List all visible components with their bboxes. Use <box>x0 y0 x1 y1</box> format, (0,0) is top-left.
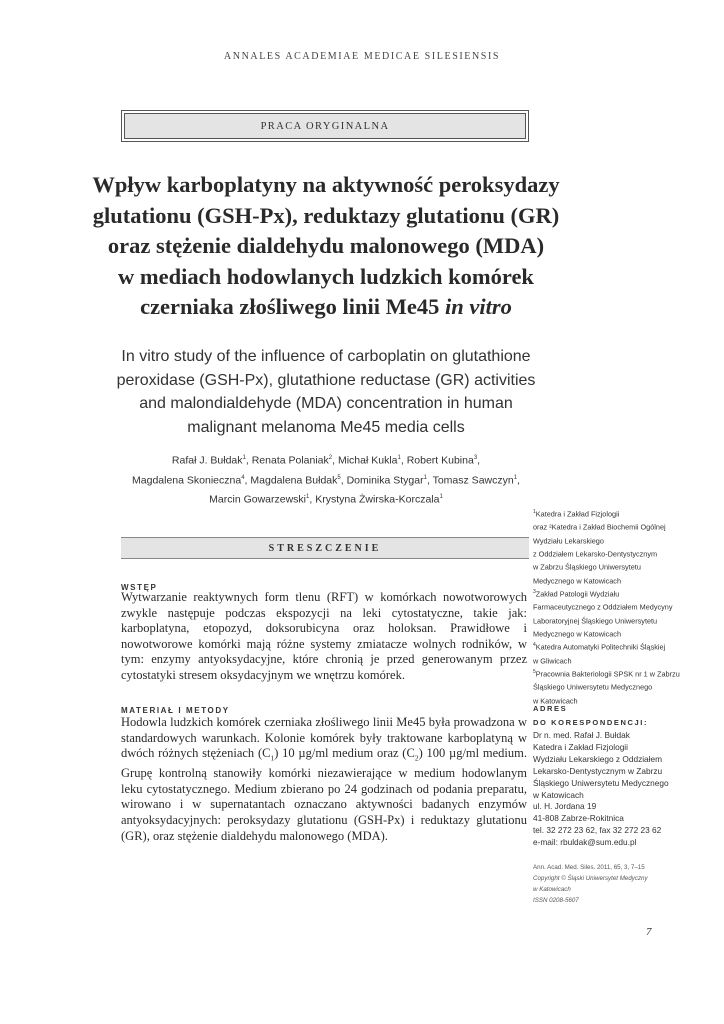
author-affiliation-mark: 1 <box>439 494 443 500</box>
author-name: Krystyna Żwirska-Korczala <box>315 493 440 506</box>
affiliation-line <box>533 587 693 600</box>
affiliations <box>533 507 693 707</box>
address-line: Katedra i Zakład Fizjologii <box>533 741 628 752</box>
affiliation-mark: 1 <box>533 509 536 515</box>
title-polish <box>90 170 562 323</box>
affiliation-line <box>533 600 693 613</box>
author-affiliation-mark: 4 <box>241 474 245 481</box>
author-affiliation-mark: 1 <box>242 455 246 461</box>
section-heading-introduction: WSTĘP <box>121 583 158 592</box>
title-en-line: malignant melanoma Me45 media cells <box>187 418 465 436</box>
affiliation-text: w Gliwicach <box>533 656 572 666</box>
affiliation-text: oraz ²Katedra i Zakład Biochemii Ogólnej <box>533 522 666 532</box>
author-affiliation-mark: 1 <box>306 494 310 500</box>
affiliation-line <box>533 574 693 587</box>
affiliation-mark: 3 <box>533 588 536 595</box>
title-en-line: and malondialdehyde (MDA) concentration in human <box>139 395 513 412</box>
author-separator: , <box>477 454 481 467</box>
journal-name: ANNALES ACADEMIAE MEDICAE SILESIENSIS <box>223 51 501 62</box>
title-pl-line-main: czerniaka złośliwego linii Me45 <box>140 294 446 319</box>
affiliation-line <box>533 640 693 653</box>
author-line <box>110 489 542 509</box>
author-list <box>110 450 542 509</box>
section-body-introduction: Wytwarzanie reaktywnych form tlenu (RFT) w komórkach nowotworowych zwykle następuje podczas ekspozycji na leki cytostatyczne, takie jak: karboplatyna, etopozyd, doksorubicyna oraz holoksan. Prawidłowe i nowotworowe komórki mają różne systemy zmiatacze wolnych rodników, w tym: enzymy antyoksydacyjne, które chronią je przed generowanym przez cytostatyki stresem oksydacyjnym we wnętrzu komórek. <box>121 590 527 682</box>
author-separator: , <box>309 493 316 506</box>
author-name: Tomasz Sawczyn <box>432 474 514 486</box>
affiliation-line <box>533 547 693 560</box>
methods-text-part: Hodowla ludzkich komórek czerniaka złośliwego linii Me45 była prowadzona w standardowych warunkach. Kolonie komórek były traktowane karboplatyną w dwóch różnych stężeniach (C <box>121 715 527 761</box>
correspondence-heading <box>533 702 648 730</box>
author-affiliation-mark: 1 <box>397 455 401 461</box>
affiliation-mark: 5 <box>533 668 536 675</box>
author-separator: , <box>332 454 338 467</box>
title-en-line: In vitro study of the influence of carboplatin on glutathione <box>121 348 531 365</box>
section-heading-methods: MATERIAŁ I METODY <box>121 706 230 715</box>
affiliation-text: Wydziału Lekarskiego <box>533 536 604 546</box>
address-line: 41-808 Zabrze-Rokitnica <box>533 813 624 824</box>
affiliation-text: Katedra Automatyki Politechniki Śląskiej <box>535 642 666 652</box>
correspondence-heading-line: DO KORESPONDENCJI: <box>533 718 649 727</box>
author-separator: , <box>340 474 347 486</box>
author-separator: , <box>517 474 520 486</box>
author-line <box>110 450 542 470</box>
affiliation-text: Śląskiego Uniwersytetu Medycznego <box>533 682 653 692</box>
affiliation-text: Medycznego w Katowicach <box>533 629 622 639</box>
section-body-methods <box>121 715 527 844</box>
abstract-heading: STRESZCZENIE <box>121 537 529 559</box>
address-line: Śląskiego Uniwersytetu Medycznego <box>533 777 669 788</box>
article-type: PRACA ORYGINALNA <box>124 113 526 139</box>
affiliation-line <box>533 627 693 640</box>
affiliation-text: Pracownia Bakteriologii SPSK nr 1 w Zabrzu <box>535 669 680 679</box>
author-affiliation-mark: 3 <box>473 455 478 461</box>
article-type-box <box>121 110 529 142</box>
title-pl-line: glutationu (GSH-Px), reduktazy glutationu (GR) <box>92 202 560 228</box>
page-number: 7 <box>646 926 652 938</box>
title-en-line: peroxidase (GSH-Px), glutathione reductase (GR) activities <box>116 371 536 389</box>
correspondence-heading-line: ADRES <box>533 704 568 713</box>
affiliation-line <box>533 680 693 693</box>
methods-text-part: ) 10 µg/ml medium oraz (C <box>274 746 415 761</box>
author-separator: , <box>245 454 252 467</box>
correspondence-address <box>533 730 703 849</box>
address-line: w Katowicach <box>533 789 584 800</box>
title-english <box>100 345 552 439</box>
affiliation-line <box>533 534 693 547</box>
affiliation-line <box>533 507 693 520</box>
author-affiliation-mark: 2 <box>328 455 333 461</box>
affiliation-line <box>533 560 693 573</box>
affiliation-text: Zakład Patologii Wydziału <box>535 589 620 599</box>
citation-info <box>533 862 648 906</box>
affiliation-text: Medycznego w Katowicach <box>533 576 622 586</box>
author-line <box>110 470 542 490</box>
title-pl-line-italic: in vitro <box>445 294 512 319</box>
author-name: Michał Kukla <box>337 454 398 467</box>
author-affiliation-mark: 1 <box>423 474 427 481</box>
citation-copyright: Copyright © Śląski Uniwersytet Medyczny <box>533 875 648 882</box>
affiliation-text: w Katowicach <box>533 696 578 706</box>
author-separator: , <box>244 474 251 486</box>
affiliation-text: Katedra i Zakład Fizjologii <box>535 509 620 519</box>
affiliation-text: Laboratoryjnej Śląskiego Uniwersytetu <box>533 616 658 626</box>
affiliation-mark: 4 <box>533 642 536 649</box>
affiliation-line <box>533 667 693 680</box>
title-pl-line: w mediach hodowlanych ludzkich komórek <box>118 263 534 289</box>
address-line: Lekarsko-Dentystycznym w Zabrzu <box>533 765 663 776</box>
title-pl-line: Wpływ karboplatyny na aktywność peroksydazy <box>92 172 560 197</box>
address-line: Dr n. med. Rafał J. Bułdak <box>533 730 630 740</box>
affiliation-text: Farmaceutycznego z Oddziałem Medycyny <box>533 602 673 612</box>
affiliation-text: w Zabrzu Śląskiego Uniwersytetu <box>533 562 641 572</box>
author-name: Rafał J. Bułdak <box>171 454 243 467</box>
author-name: Dominika Stygar <box>346 474 424 486</box>
address-line: ul. H. Jordana 19 <box>533 801 597 812</box>
address-email[interactable]: e-mail: rbuldak@sum.edu.pl <box>533 837 637 848</box>
affiliation-line <box>533 654 693 667</box>
author-affiliation-mark: 1 <box>513 474 518 481</box>
title-pl-line: oraz stężenie dialdehydu malonowego (MDA) <box>107 233 545 258</box>
methods-subscript: 2 <box>414 753 419 763</box>
affiliation-line <box>533 614 693 627</box>
address-line: Wydziału Lekarskiego z Oddziałem <box>533 753 663 764</box>
author-name: Magdalena Bułdak <box>250 474 338 486</box>
author-name: Renata Polaniak <box>251 454 329 467</box>
title-pl-last-line <box>90 292 562 323</box>
author-name: Robert Kubina <box>406 454 474 467</box>
citation-issn: ISSN 0208-5607 <box>533 897 579 904</box>
author-separator: , <box>426 474 433 486</box>
author-separator: , <box>400 454 407 467</box>
affiliation-line <box>533 520 693 533</box>
author-name: Marcin Gowarzewski <box>209 493 307 506</box>
address-line: tel. 32 272 23 62, fax 32 272 23 62 <box>533 825 662 836</box>
citation-reference: Ann. Acad. Med. Siles. 2011, 65, 3, 7–15 <box>533 864 645 871</box>
affiliation-text: z Oddziałem Lekarsko-Dentystycznym <box>533 549 658 559</box>
methods-subscript: 1 <box>270 753 275 763</box>
author-name: Magdalena Skonieczna <box>132 474 242 486</box>
citation-copyright-city: w Katowicach <box>533 886 571 893</box>
author-affiliation-mark: 5 <box>337 474 341 481</box>
methods-text-part: ) 100 µg/ml medium. Grupę kontrolną stanowiły komórki niezawierające w medium hodowlanym leku cytostatycznego. Medium zbierano po 24 godzinach od podania preparatu, wirowano i w supernatantach oznaczano aktywności badanych enzymów antyoksydacyjnych: peroksydazy glutationu (GSH-Px) i reduktazy glutationu (GR), oraz stężenie dialdehydu malonowego (MDA). <box>121 746 527 843</box>
